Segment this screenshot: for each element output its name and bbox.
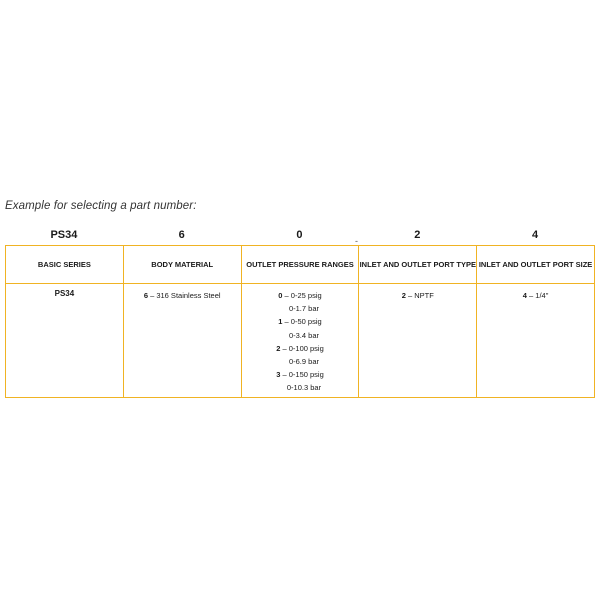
pressure-option-1 <box>242 315 359 328</box>
example-part-number-row <box>5 229 594 241</box>
basic-series-value: PS34 <box>54 289 75 298</box>
pressure-option-3 <box>242 368 359 381</box>
table-header-row <box>6 246 595 284</box>
port-type-code: 2 <box>401 291 406 300</box>
example-code-body-material: 6 <box>178 229 185 241</box>
example-code-port-size: 4 <box>532 229 539 241</box>
pressure-code-0: 0 <box>278 291 283 300</box>
pressure-psig-1: – 0-50 psig <box>282 317 322 327</box>
pressure-code-1: 1 <box>278 317 283 327</box>
table-row <box>6 284 595 398</box>
header-body-material: BODY MATERIAL <box>123 246 241 284</box>
example-code-basic-series: PS34 <box>50 229 78 241</box>
pressure-code-3: 3 <box>276 370 281 380</box>
port-type-option <box>359 289 476 302</box>
example-code-port-type: 2 <box>414 229 421 241</box>
pressure-code-2: 2 <box>276 343 281 353</box>
port-size-option <box>477 289 594 302</box>
pressure-bar-0: 0-1.7 bar <box>288 304 319 314</box>
body-material-option <box>124 289 241 302</box>
cell-port-type <box>359 284 477 398</box>
port-type-text: – NPTF <box>405 291 434 300</box>
cell-body-material <box>123 284 241 398</box>
pressure-option-0 <box>242 289 359 302</box>
header-basic-series: BASIC SERIES <box>6 246 124 284</box>
pressure-psig-2: – 0-100 psig <box>280 343 324 353</box>
header-port-size: INLET AND OUTLET PORT SIZE <box>477 246 595 284</box>
example-code-outlet-pressure: 0 <box>296 229 303 241</box>
header-port-type: INLET AND OUTLET PORT TYPE <box>359 246 477 284</box>
example-code-separator: - <box>355 236 358 246</box>
example-caption: Example for selecting a part number: <box>5 200 197 212</box>
body-material-text: – 316 Stainless Steel <box>148 291 221 300</box>
pressure-bar-3: 0-10.3 bar <box>286 383 322 393</box>
body-material-code: 6 <box>143 291 148 300</box>
pressure-bar-2: 0-6.9 bar <box>288 357 319 367</box>
header-outlet-pressure-ranges: OUTLET PRESSURE RANGES <box>241 246 359 284</box>
cell-basic-series <box>6 284 124 398</box>
part-number-table <box>5 245 595 398</box>
pressure-option-2 <box>242 342 359 355</box>
pressure-psig-0: – 0-25 psig <box>282 291 322 300</box>
cell-outlet-pressure-ranges <box>241 284 359 398</box>
cell-port-size <box>477 284 595 398</box>
pressure-psig-3: – 0-150 psig <box>280 370 324 380</box>
pressure-bar-1: 0-3.4 bar <box>288 330 319 340</box>
port-size-code: 4 <box>522 291 527 300</box>
port-size-text: – 1/4" <box>526 291 549 300</box>
